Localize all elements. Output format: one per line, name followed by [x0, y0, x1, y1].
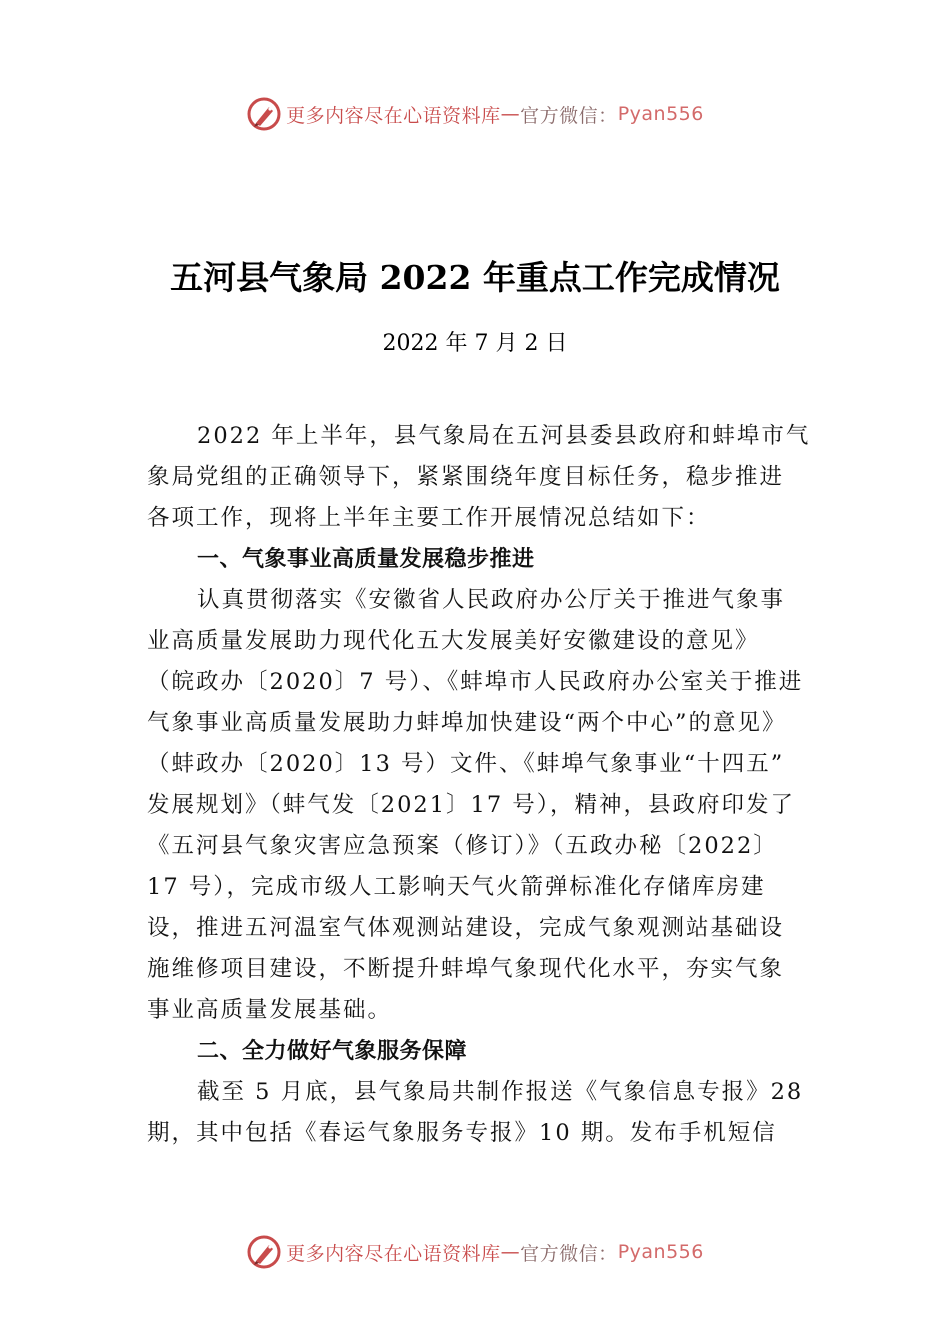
pen-nib-logo-icon	[246, 96, 282, 132]
watermark-site-text: 更多内容尽在心语资料库	[286, 104, 501, 127]
top-watermark-banner	[0, 94, 950, 134]
document-body	[147, 416, 813, 1154]
section-1-heading: 一、气象事业高质量发展稳步推进	[197, 547, 535, 572]
pen-nib-logo-icon	[246, 1234, 282, 1270]
section-1-line: 业高质量发展助力现代化五大发展美好安徽建设的意见》	[147, 628, 760, 654]
section-1-line: （蚌政办〔2020〕13 号）文件、《蚌埠气象事业“十四五”	[147, 751, 785, 777]
document-title: 五河县气象局 2022 年重点工作完成情况	[170, 258, 780, 297]
section-2-line: 截至 5 月底，县气象局共制作报送《气象信息专报》28	[197, 1079, 804, 1105]
bottom-watermark-banner	[0, 1232, 950, 1272]
section-1-line: 17 号），完成市级人工影响天气火箭弹标准化存储库房建	[147, 874, 766, 900]
section-1-line: （皖政办〔2020〕7 号）、《蚌埠市人民政府办公室关于推进	[147, 669, 804, 695]
watermark-wechat-id: Pyan556	[617, 1241, 704, 1263]
watermark-site-text: 更多内容尽在心语资料库	[286, 1242, 501, 1265]
section-1-line: 发展规划》（蚌气发〔2021〕17 号），精神，县政府印发了	[147, 792, 796, 818]
section-1-line: 《五河县气象灾害应急预案（修订）》（五政办秘〔2022〕	[147, 833, 778, 859]
document-date: 2022 年 7 月 2 日	[382, 331, 568, 356]
section-1-line: 施维修项目建设，不断提升蚌埠气象现代化水平，夯实气象	[147, 956, 785, 982]
intro-line: 象局党组的正确领导下，紧紧围绕年度目标任务，稳步推进	[147, 464, 785, 490]
intro-line: 2022 年上半年，县气象局在五河县委县政府和蚌埠市气	[197, 423, 811, 449]
watermark-dash: —	[500, 1241, 521, 1263]
intro-line: 各项工作，现将上半年主要工作开展情况总结如下：	[147, 505, 711, 531]
watermark-wechat-label: 官方微信：	[520, 1242, 618, 1265]
section-1-line: 事业高质量发展基础。	[147, 997, 393, 1023]
watermark-wechat-label: 官方微信：	[520, 104, 618, 127]
watermark-wechat-id: Pyan556	[617, 103, 704, 125]
section-1-line: 设，推进五河温室气体观测站建设，完成气象观测站基础设	[147, 915, 785, 941]
section-1-line: 气象事业高质量发展助力蚌埠加快建设“两个中心”的意见》	[147, 710, 787, 736]
section-1-line: 认真贯彻落实《安徽省人民政府办公厅关于推进气象事	[197, 587, 786, 613]
section-2-heading: 二、全力做好气象服务保障	[197, 1039, 468, 1064]
section-2-line: 期，其中包括《春运气象服务专报》10 期。发布手机短信	[147, 1120, 777, 1146]
watermark-dash: —	[500, 103, 521, 125]
